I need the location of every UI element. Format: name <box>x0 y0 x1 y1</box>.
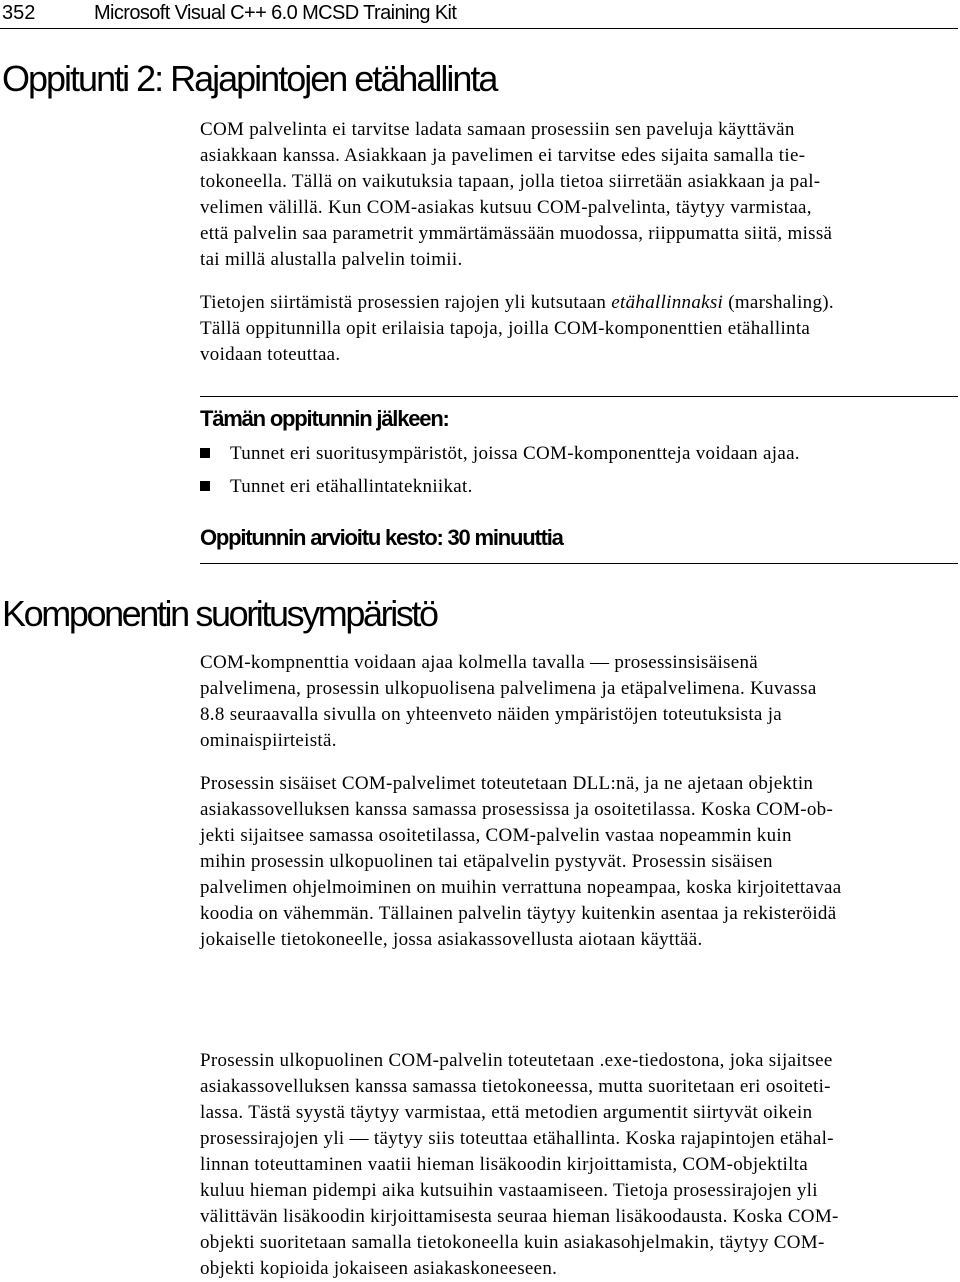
header-rule <box>0 28 958 29</box>
list-item <box>200 441 800 474</box>
text-line: 8.8 seuraavalla sivulla on yhteenveto näiden ympäristöjen toteutuksista ja <box>200 704 783 725</box>
text-line: välittävän lisäkoodin kirjoittamisesta seuraa hieman lisäkoodausta. Koska COM- <box>200 1206 839 1227</box>
text-line: prosessirajojen yli — täytyy siis toteuttaa etähallinta. Koska rajapintojen etähal- <box>200 1128 834 1149</box>
marshaling-paragraph <box>200 290 958 368</box>
section-rule <box>200 396 958 397</box>
objective-text: Tunnet eri etähallintatekniikat. <box>230 476 473 497</box>
duration-heading: Oppitunnin arvioitu kesto: 30 minuuttia <box>200 525 563 550</box>
text-line: lassa. Tästä syystä täytyy varmistaa, että metodien argumentit siirtyvät oikein <box>200 1102 813 1123</box>
body-paragraph <box>200 1048 958 1282</box>
text-line: palvelimena, prosessin ulkopuolisena palvelimena ja etäpalvelimena. Kuvassa <box>200 678 817 699</box>
text-line: asiakkaan kanssa. Asiakkaan ja pavelimen ei tarvitse edes sijaita samalla tie- <box>200 145 806 166</box>
text-line: jekti sijaitsee samassa osoitetilassa, COM-palvelin vastaa nopeammin kuin <box>200 825 792 846</box>
text-line <box>200 290 958 316</box>
section-rule <box>200 563 958 564</box>
text-line: Tällä oppitunnilla opit erilaisia tapoja, joilla COM-komponenttien etähallinta <box>200 318 811 339</box>
marshaling-text-after: (marshaling). <box>723 292 834 313</box>
lesson-title: Oppitunti 2: Rajapintojen etähallinta <box>2 58 497 99</box>
square-bullet-icon <box>200 481 210 491</box>
text-line: tai millä alustalla palvelin toimii. <box>200 249 463 270</box>
text-line: COM-kompnenttia voidaan ajaa kolmella tavalla — prosessinsisäisenä <box>200 652 758 673</box>
body-paragraph <box>200 650 958 754</box>
objective-text: Tunnet eri suoritusympäristöt, joissa COM-komponentteja voidaan ajaa. <box>230 443 800 464</box>
text-line: asiakassovelluksen kanssa samassa prosessissa ja osoitetilassa. Koska COM-ob- <box>200 799 834 820</box>
square-bullet-icon <box>200 448 210 458</box>
text-line: linnan toteuttaminen vaatii hieman lisäkoodin kirjoittamista, COM-objektilta <box>200 1154 808 1175</box>
text-line: ominaispiirteistä. <box>200 730 337 751</box>
intro-paragraph <box>200 117 958 273</box>
text-line: mihin prosessin ulkopuolinen tai etäpalvelin pystyvät. Prosessin sisäisen <box>200 851 773 872</box>
objectives-list <box>200 441 800 507</box>
text-line: Prosessin ulkopuolinen COM-palvelin toteutetaan .exe-tiedostona, joka sijaitsee <box>200 1050 833 1071</box>
text-line: objekti suoritetaan samalla tietokoneella kuin asiakasohjelmakin, täytyy COM- <box>200 1232 825 1253</box>
objectives-heading: Tämän oppitunnin jälkeen: <box>200 406 449 431</box>
text-line: koodia on vähemmän. Tällainen palvelin täytyy kuitenkin asentaa ja rekisteröidä <box>200 903 837 924</box>
marshaling-text-before: Tietojen siirtämistä prosessien rajojen yli kutsutaan <box>200 292 612 313</box>
text-line: voidaan toteuttaa. <box>200 344 341 365</box>
text-line: Prosessin sisäiset COM-palvelimet toteutetaan DLL:nä, ja ne ajetaan objektin <box>200 773 814 794</box>
text-line: palvelimen ohjelmoiminen on muihin verrattuna nopeampaa, koska kirjoitettavaa <box>200 877 842 898</box>
text-line: COM palvelinta ei tarvitse ladata samaan prosessiin sen paveluja käyttävän <box>200 119 795 140</box>
text-line: tokoneella. Tällä on vaikutuksia tapaan, jolla tietoa siirretään asiakkaan ja pal- <box>200 171 821 192</box>
text-line: velimen välillä. Kun COM-asiakas kutsuu COM-palvelinta, täytyy varmistaa, <box>200 197 812 218</box>
text-line: objekti kopioida jokaiseen asiakaskoneeseen. <box>200 1258 558 1279</box>
section-title: Komponentin suoritusympäristö <box>2 593 437 634</box>
list-item <box>200 474 800 507</box>
text-line: kuluu hieman pidempi aika kutsuihin vastaamiseen. Tietoja prosessirajojen yli <box>200 1180 818 1201</box>
page-number: 352 <box>2 2 36 24</box>
marshaling-term: etähallinnaksi <box>611 292 724 313</box>
book-title: Microsoft Visual C++ 6.0 MCSD Training Kit <box>94 2 457 24</box>
text-line: asiakassovelluksen kanssa samassa tietokoneessa, mutta suoritetaan eri osoiteti- <box>200 1076 831 1097</box>
running-header <box>0 0 960 26</box>
text-line: että palvelin saa parametrit ymmärtämässään muodossa, riippumatta siitä, missä <box>200 223 833 244</box>
body-paragraph <box>200 771 958 953</box>
text-line: jokaiselle tietokoneelle, jossa asiakassovellusta aiotaan käyttää. <box>200 929 703 950</box>
